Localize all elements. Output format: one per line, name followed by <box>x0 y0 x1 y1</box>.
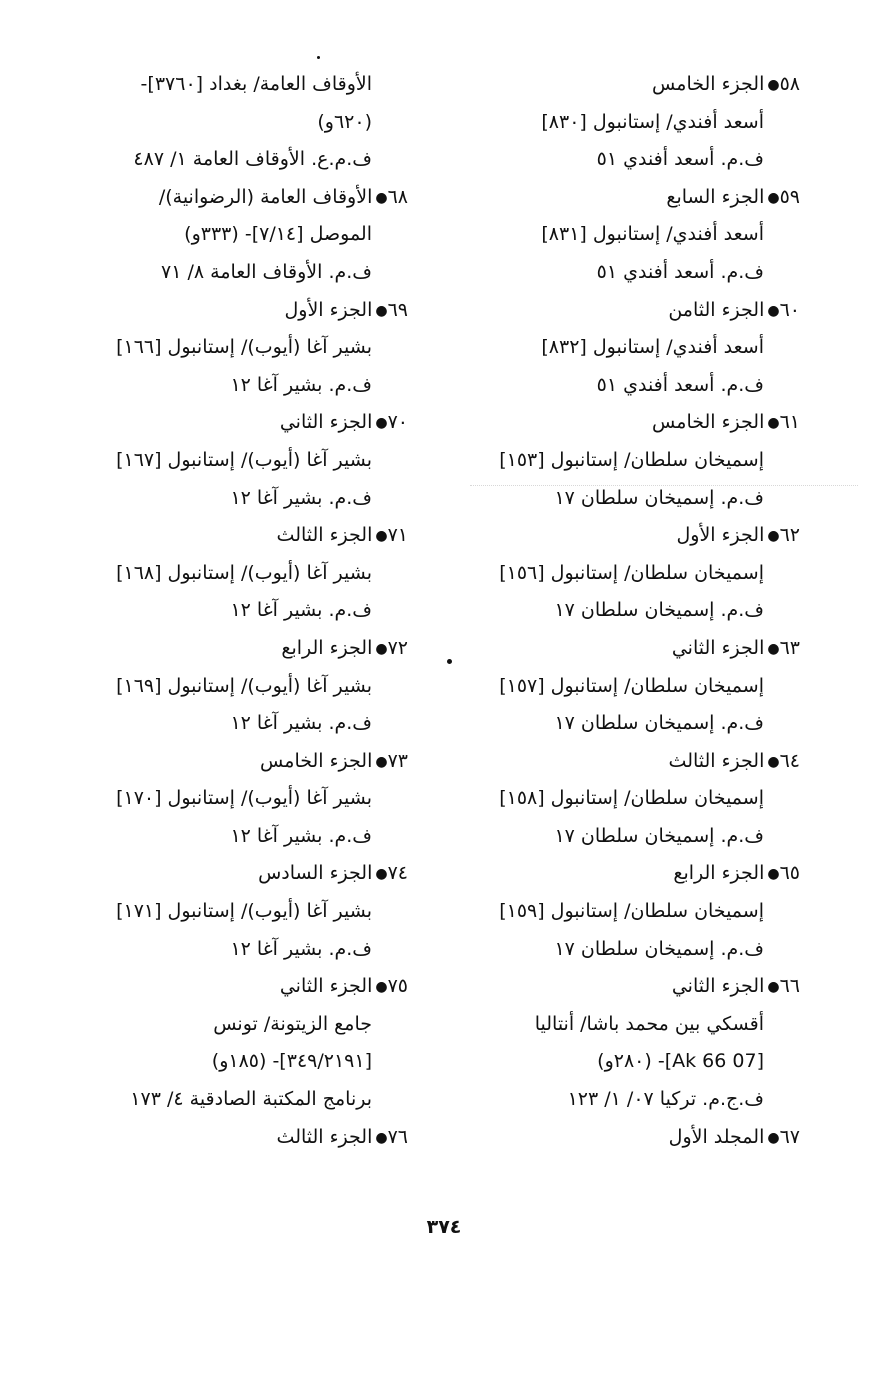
bullet-icon: ● <box>375 189 388 206</box>
bullet-icon: ● <box>375 415 388 432</box>
catalog-entry-detail <box>420 442 800 480</box>
entry-text: إسميخان سلطان/ إستانبول [١٥٦] <box>499 561 764 584</box>
entry-text: ف.م. إسميخان سلطان ١٧ <box>554 937 764 960</box>
catalog-entry-heading <box>420 404 800 442</box>
entry-text: [07 Ak 66]- (٢٨٠و) <box>597 1050 764 1073</box>
catalog-entry-detail <box>48 818 408 856</box>
entry-text: ف.م. بشير آغا ١٢ <box>230 824 372 847</box>
catalog-entry-heading <box>48 743 408 781</box>
entry-text: أسعد أفندي/ إستانبول [٨٣١] <box>541 223 764 246</box>
entry-text: إسميخان سلطان/ إستانبول [١٥٧] <box>499 674 764 697</box>
entry-title: المجلد الأول <box>668 1125 765 1148</box>
entry-text: ف.م. بشير آغا ١٢ <box>230 599 372 622</box>
catalog-entry-detail <box>48 66 408 104</box>
entry-title: الجزء الأول <box>284 298 373 321</box>
entry-number: ٦٥ <box>779 862 800 885</box>
catalog-entry-detail <box>420 818 800 856</box>
entry-text: (٦٢٠و) <box>317 110 372 133</box>
entry-title: الجزء الأول <box>676 524 765 547</box>
bullet-icon: ● <box>375 979 388 996</box>
catalog-entry-detail <box>48 555 408 593</box>
entry-text: ف.م. الأوقاف العامة ٨/ ٧١ <box>161 260 372 283</box>
entry-text: ف.م. إسميخان سلطان ١٧ <box>554 712 764 735</box>
entry-number: ٥٨ <box>779 73 800 95</box>
right-column <box>420 66 800 1156</box>
entry-text: ف.م. إسميخان سلطان ١٧ <box>554 824 764 847</box>
catalog-entry-heading <box>420 292 800 330</box>
catalog-entry-heading <box>48 179 408 217</box>
bullet-icon: ● <box>375 640 388 657</box>
catalog-entry-detail <box>48 367 408 405</box>
entry-number: ٧٤ <box>387 862 408 885</box>
entry-number: ٦٧ <box>779 1125 800 1148</box>
entry-text: ف.ج.م. تركيا ٠٧/ ١/ ١٢٣ <box>567 1088 764 1111</box>
entry-number: ٥٩ <box>779 185 800 208</box>
bullet-icon: ● <box>375 866 388 883</box>
catalog-entry-detail <box>48 1006 408 1044</box>
entry-title: الجزء الثاني <box>279 411 373 434</box>
entry-text: بشير آغا (أيوب)/ إستانبول [١٦٨] <box>116 561 372 584</box>
catalog-entry-detail <box>420 555 800 593</box>
bullet-icon: ● <box>375 302 388 319</box>
entry-number: ٧٣ <box>387 749 408 772</box>
catalog-entry-detail <box>48 1043 408 1081</box>
entry-title: الجزء الخامس <box>652 73 765 95</box>
bullet-icon: ● <box>375 753 388 770</box>
bullet-icon: ● <box>767 189 780 206</box>
catalog-entry-detail <box>420 668 800 706</box>
entry-title: الجزء الرابع <box>673 862 765 885</box>
catalog-entry-detail <box>48 668 408 706</box>
entry-text: إسميخان سلطان/ إستانبول [١٥٣] <box>499 448 764 471</box>
catalog-entry-heading <box>420 630 800 668</box>
catalog-entry-heading <box>48 630 408 668</box>
entry-title: الجزء الرابع <box>281 636 373 659</box>
entry-title: الجزء الثاني <box>279 975 373 998</box>
bullet-icon: ● <box>767 979 780 996</box>
left-column <box>48 66 408 1156</box>
entry-number: ٦٨ <box>387 185 408 208</box>
entry-text: ف.م. أسعد أفندي ٥١ <box>596 373 764 396</box>
entry-number: ٦٩ <box>387 298 408 321</box>
catalog-entry-detail <box>420 705 800 743</box>
entry-text: بشير آغا (أيوب)/ إستانبول [١٦٩] <box>116 674 372 697</box>
catalog-entry-detail <box>420 141 800 179</box>
bullet-icon: ● <box>767 415 780 432</box>
catalog-entry-heading <box>48 968 408 1006</box>
entry-number: ٧٥ <box>387 975 408 998</box>
catalog-entry-detail <box>48 216 408 254</box>
entry-text: بشير آغا (أيوب)/ إستانبول [١٧٠] <box>116 787 372 810</box>
entry-text: برنامج المكتبة الصادقية ٤/ ١٧٣ <box>130 1088 372 1111</box>
entry-title: الجزء الثامن <box>668 298 765 321</box>
entry-text: بشير آغا (أيوب)/ إستانبول [١٦٧] <box>116 448 372 471</box>
catalog-entry-heading <box>48 855 408 893</box>
entry-number: ٦٠ <box>779 298 800 321</box>
entry-text: ف.م. أسعد أفندي ٥١ <box>596 260 764 283</box>
catalog-entry-detail <box>420 104 800 142</box>
bullet-icon: ● <box>767 77 780 93</box>
entry-title: الجزء الخامس <box>260 749 373 772</box>
bullet-icon: ● <box>767 302 780 319</box>
entry-title: الجزء الثاني <box>671 636 765 659</box>
catalog-entry-heading <box>420 855 800 893</box>
bullet-icon: ● <box>767 528 780 545</box>
catalog-entry-heading <box>48 1119 408 1157</box>
entry-number: ٦٤ <box>779 749 800 772</box>
bullet-icon: ● <box>375 528 388 545</box>
catalog-entry-detail <box>48 705 408 743</box>
catalog-entry-heading <box>420 517 800 555</box>
catalog-entry-detail <box>48 442 408 480</box>
entry-number: ٦٢ <box>779 524 800 547</box>
catalog-entry-heading <box>420 179 800 217</box>
bullet-icon: ● <box>375 1129 388 1146</box>
catalog-entry-heading <box>420 66 800 104</box>
entry-number: ٧١ <box>387 524 408 547</box>
entry-text: [٣٤٩/٢١٩١]- (١٨٥و) <box>211 1050 372 1073</box>
catalog-entry-detail <box>48 254 408 292</box>
entry-text: ف.م. بشير آغا ١٢ <box>230 373 372 396</box>
catalog-entry-detail <box>420 1081 800 1119</box>
catalog-entry-detail <box>420 931 800 969</box>
catalog-entry-detail <box>48 931 408 969</box>
catalog-entry-heading <box>48 292 408 330</box>
bullet-icon: ● <box>767 753 780 770</box>
catalog-entry-detail <box>48 893 408 931</box>
catalog-entry-detail <box>48 592 408 630</box>
entry-text: إسميخان سلطان/ إستانبول [١٥٩] <box>499 900 764 923</box>
entry-text: ف.م. أسعد أفندي ٥١ <box>596 148 764 171</box>
catalog-entry-detail <box>420 216 800 254</box>
catalog-entry-detail <box>48 329 408 367</box>
entry-text: ف.م. إسميخان سلطان ١٧ <box>554 599 764 622</box>
catalog-entry-detail <box>48 480 408 518</box>
catalog-entry-heading <box>420 968 800 1006</box>
entry-text: جامع الزيتونة/ تونس <box>213 1012 372 1035</box>
entry-text: بشير آغا (أيوب)/ إستانبول [١٧١] <box>116 900 372 923</box>
entry-title: الجزء الثالث <box>276 524 373 547</box>
entry-text: ف.م. بشير آغا ١٢ <box>230 937 372 960</box>
entry-text: أسعد أفندي/ إستانبول [٨٣٢] <box>541 336 764 359</box>
catalog-entry-detail <box>48 1081 408 1119</box>
entry-text: بشير آغا (أيوب)/ إستانبول [١٦٦] <box>116 336 372 359</box>
entry-text: ف.م. إسميخان سلطان ١٧ <box>554 486 764 509</box>
entry-text: ف.م. بشير آغا ١٢ <box>230 486 372 509</box>
catalog-entry-detail <box>420 1006 800 1044</box>
catalog-entry-heading <box>48 517 408 555</box>
catalog-entry-heading <box>48 404 408 442</box>
catalog-entry-detail <box>420 1043 800 1081</box>
bullet-icon: ● <box>767 640 780 657</box>
entry-number: ٦٦ <box>779 975 800 998</box>
catalog-entry-detail <box>420 329 800 367</box>
catalog-entry-heading <box>420 743 800 781</box>
entry-number: ٧٠ <box>387 411 408 434</box>
entry-number: ٧٢ <box>387 636 408 659</box>
bullet-icon: ● <box>767 1129 780 1146</box>
catalog-entry-detail <box>48 141 408 179</box>
entry-number: ٦١ <box>779 411 800 434</box>
catalog-entry-detail <box>420 480 800 518</box>
entry-text: أسعد أفندي/ إستانبول [٨٣٠] <box>541 110 764 133</box>
catalog-entry-heading <box>420 1119 800 1157</box>
entry-text: إسميخان سلطان/ إستانبول [١٥٨] <box>499 787 764 810</box>
entry-title: الجزء الثالث <box>276 1125 373 1148</box>
catalog-entry-detail <box>420 592 800 630</box>
entry-text: ف.م.ع. الأوقاف العامة ١/ ٤٨٧ <box>133 148 372 171</box>
catalog-entry-detail <box>420 893 800 931</box>
bullet-icon: ● <box>767 866 780 883</box>
catalog-entry-detail <box>420 254 800 292</box>
entry-title: الجزء السابع <box>666 185 765 208</box>
entry-number: ٦٣ <box>779 636 800 659</box>
catalog-entry-detail <box>420 367 800 405</box>
catalog-entry-detail <box>420 780 800 818</box>
entry-title: الجزء الخامس <box>652 411 765 434</box>
page-number: ٣٧٤ <box>426 1216 462 1238</box>
entry-title: الأوقاف العامة (الرضوانية)/ <box>158 185 373 208</box>
entry-title: الجزء الثالث <box>668 749 765 772</box>
entry-text: أقسكي بين محمد باشا/ أنتاليا <box>534 1012 764 1035</box>
entry-title: الجزء الثاني <box>671 975 765 998</box>
entry-number: ٧٦ <box>387 1125 408 1148</box>
entry-text: الموصل [٧/١٤]- (٣٣٣و) <box>184 223 372 246</box>
scan-artifact-dot <box>317 56 320 59</box>
entry-text: ف.م. بشير آغا ١٢ <box>230 712 372 735</box>
entry-title: الجزء السادس <box>258 862 373 885</box>
entry-text: الأوقاف العامة/ بغداد [٣٧٦٠]- <box>140 73 372 95</box>
catalog-entry-detail <box>48 104 408 142</box>
catalog-entry-detail <box>48 780 408 818</box>
